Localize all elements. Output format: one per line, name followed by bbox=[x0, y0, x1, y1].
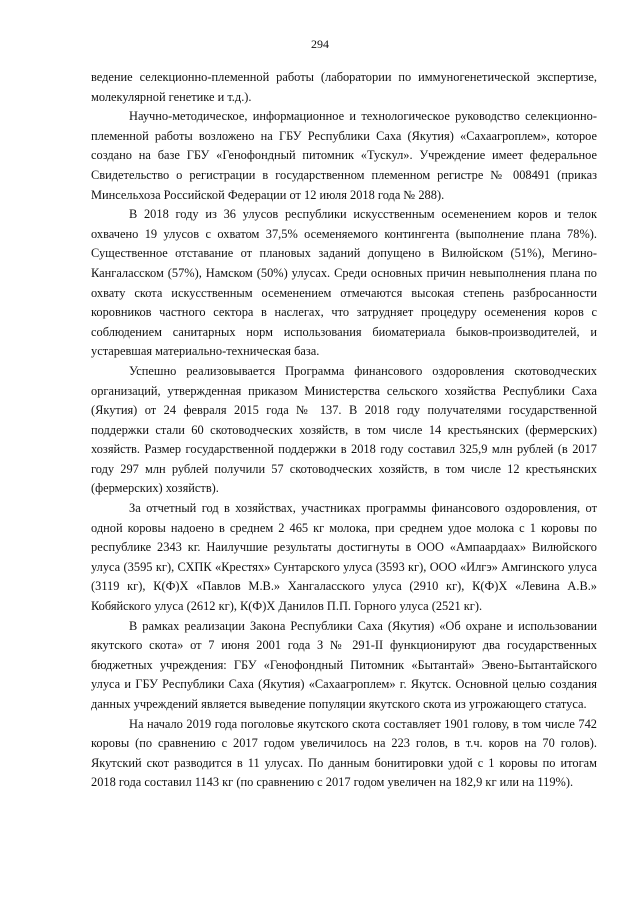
document-body bbox=[91, 68, 597, 793]
paragraph: Научно-методическое, информационное и технологическое руководство селекционно-племенной работы возложено на ГБУ Республики Саха (Якутия) «Сахаагроплем», которое создано на базе ГБУ «Генофондный питомник «Тускул». Учреждение имеет федеральное Свидетельство о регистрации в государственном племенном регистре № 008491 (приказ Минсельхоза Российской Федерации от 12 июля 2018 года № 288). bbox=[91, 109, 597, 202]
paragraph: На начало 2019 года поголовье якутского скота составляет 1901 голову, в том числе 742 коровы (по сравнению с 2017 годом увеличилось на 223 голов, в т.ч. коров на 70 голов). Якутский скот разводится в 11 улусах. По данным бонитировки удой с 1 коровы по итогам 2018 года составил 1143 кг (по сравнению с 2017 годом увеличен на 182,9 кг или на 119%). bbox=[91, 716, 597, 790]
paragraph: В 2018 году из 36 улусов республики искусственным осеменением коров и телок охвачено 19 улусов с охватом 37,5% осеменяемого контингента (выполнение плана 78%). Существенное отставание от плановых заданий допущено в Вилюйском (51%), Мегино-Кангаласском (57%), Намском (50%) улусах. Среди основных причин невыполнения плана по охвату скота искусственным осеменением отмечаются высокая степень разбросанности коровников частного сектора в наслегах, что затрудняет процедуру осеменения коров с соблюдением санитарных норм использования биоматериала быков-производителей, и устаревшая материально-техническая база. bbox=[91, 207, 597, 359]
paragraph: В рамках реализации Закона Республики Саха (Якутия) «Об охране и использовании якутского скота» от 7 июня 2001 года З № 291-II функционируют два государственных бюджетных учреждения: ГБУ «Генофондный Питомник «Бытантай» Эвено-Бытантайского улуса и ГБУ Республики Саха (Якутия) «Сахаагроплем» г. Якутск. Основной целью создания данных учреждений является выведение популяции якутского скота из угрожающего статуса. bbox=[91, 618, 597, 711]
paragraph: ведение селекционно-племенной работы (лаборатории по иммуногенетической экспертизе, молекулярной генетике и т.д.). bbox=[91, 70, 597, 104]
page-number: 294 bbox=[311, 37, 329, 51]
paragraph: Успешно реализовывается Программа финансового оздоровления скотоводческих организаций, утвержденная приказом Министерства сельского хозяйства Республики Саха (Якутия) от 24 февраля 2015 года № 137. В 2018 году получателями государственной поддержки стали 60 скотоводческих хозяйств, в том числе 14 крестьянских (фермерских) хозяйств. Размер государственной поддержки в 2018 году составил 325,9 млн рублей (в 2017 году 297 млн рублей получили 57 скотоводческих хозяйств, в том числе 12 крестьянских (фермерских) хозяйств). bbox=[91, 363, 597, 496]
paragraph: За отчетный год в хозяйствах, участниках программы финансового оздоровления, от одной коровы надоено в среднем 2 465 кг молока, при среднем удое молока с 1 коровы по республике 2343 кг. Наилучшие результаты достигнуты в ООО «Ампаардаах» Вилюйского улуса (3595 кг), СХПК «Крестях» Сунтарского улуса (3593 кг), ООО «Илгэ» Амгинского улуса (3119 кг), К(Ф)Х «Павлов М.В.» Хангаласского улуса (2910 кг), К(Ф)Х «Левина А.В.» Кобяйского улуса (2612 кг), К(Ф)Х Данилов П.П. Горного улуса (2521 кг). bbox=[91, 501, 597, 614]
